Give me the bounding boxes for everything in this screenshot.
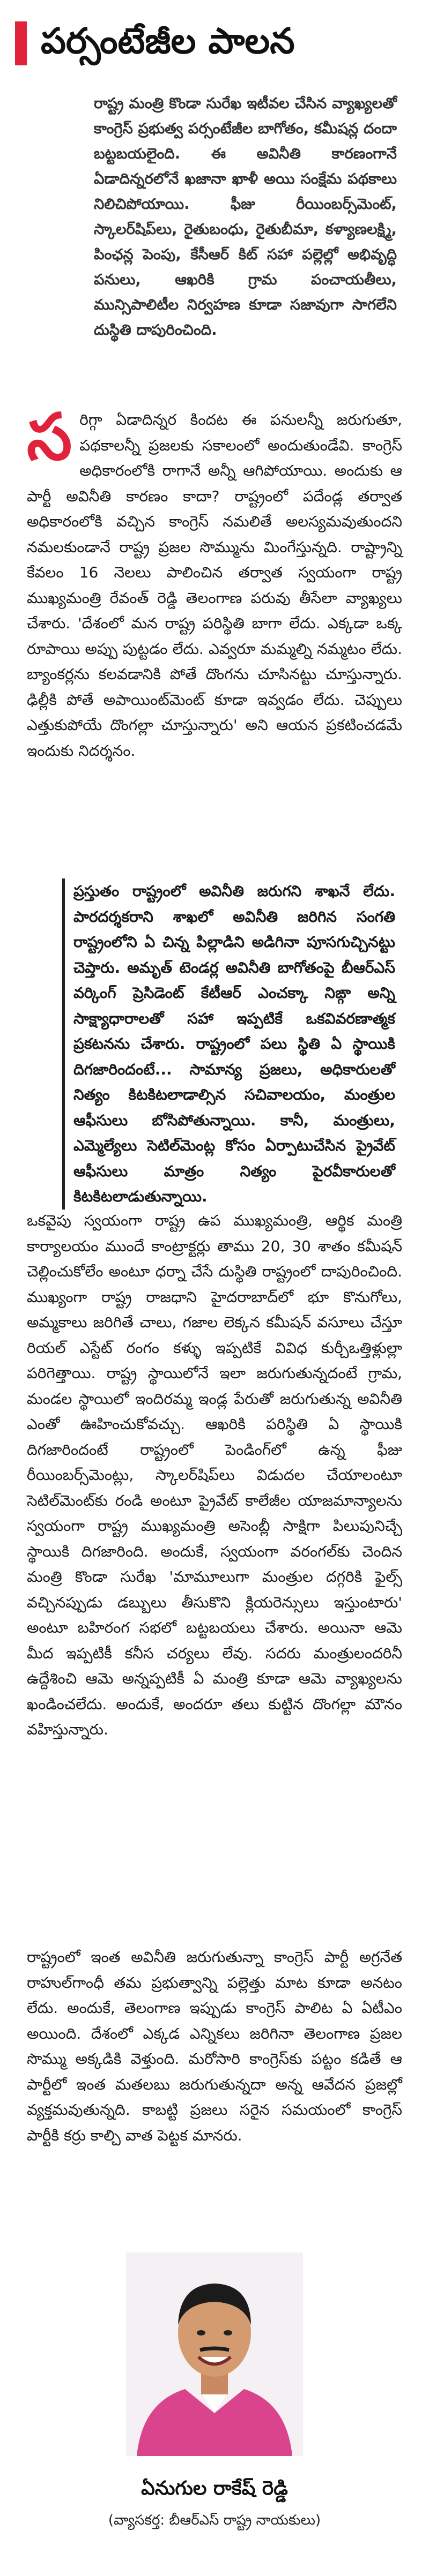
headline-text: పర్సంటేజీల పాలన	[41, 20, 295, 62]
author-portrait-illustration	[126, 2252, 303, 2456]
body-paragraph-2	[27, 1208, 402, 1743]
headline-accent-bar	[15, 21, 27, 65]
author-photo	[126, 2252, 303, 2456]
intro-summary	[94, 91, 397, 343]
author-role: (వ్యాసకర్త: బీఆర్‌ఎస్ రాష్ట్ర నాయకులు)	[108, 2512, 321, 2528]
author-name: ఏనుగుల రాకేష్ రెడ్డి	[141, 2477, 288, 2499]
drop-cap: స	[27, 399, 72, 475]
body-paragraph-1	[27, 399, 402, 763]
paragraph-3-text: రాష్ట్రంలో ఇంత అవినీతి జరుగుతున్నా కాంగ్రెస్ పార్టీ అగ్రనేత రాహుల్‌గాంధీ తమ ప్రభుత్వాన్ని పల్లెత్తు మాట కూడా అనటం లేదు. అందుకే, తెలంగాణ ఇప్పుడు కాంగ్రెస్ పాలిట ఏ ఏటీఎం అయింది. దేశంలో ఎక్కడ ఎన్నికలు జరిగినా తెలంగాణ ప్రజల సొమ్ము అక్కడికి వెళ్తుంది. మరోసారి కాంగ్రెస్‌కు పట్టం కడితే ఆ పార్టీలో ఇంత మతలబు జరుగుతున్నదా అన్న ఆవేదన ప్రజల్లో వ్యక్తమవుతున్నది. కాబట్టి ప్రజలు సరైన సమయంలో కాంగ్రెస్ పార్టీకి కర్రు కాల్చి వాత పెట్టక మానరు.	[27, 1948, 402, 2144]
paragraph-1-text: రిగ్గా ఏడాదిన్నర కిందట ఈ పనులన్నీ జరుగుతూ, పథకాలన్నీ ప్రజలకు సకాలంలో అందుతుండేవి. కాంగ్రెస్ అధికారంలోకి రాగానే అన్నీ ఆగిపోయాయి. అందుకు ఆ పార్టీ అవినీతి కారణం కాదా? రాష్ట్రంలో పదేండ్ల తర్వాత అధికారంలోకి వచ్చిన కాంగ్రెస్ నమలితే అలస్యమవుతుందని నమలకుండానే రాష్ట్ర ప్రజల సొమ్మును మింగేస్తున్నది. రాష్ట్రాన్ని కేవలం 16 నెలలు పాలించిన తర్వాత స్వయంగా రాష్ట్ర ముఖ్యమంత్రి రేవంత్ రెడ్డి తెలంగాణ పరువు తీసేలా వ్యాఖ్యలు చేశారు. 'దేశంలో మన రాష్ట్ర పరిస్థితి బాగా లేదు. ఎక్కడా ఒక్క రూపాయి అప్పు పుట్టడం లేదు. ఎవ్వరూ మమ్మల్ని నమ్మటం లేదు. బ్యాంకర్లను కలవడానికి పోతే దొంగను చూసినట్టు చూస్తున్నారు. ఢిల్లీకి పోతే అపాయింట్‌మెంట్ కూడా ఇవ్వడం లేదు. చెప్పులు ఎత్తుకుపోయే దొంగల్లా చూస్తున్నారు' అని ఆయన ప్రకటించడమే ఇందుకు నిదర్శనం.	[27, 411, 402, 760]
intro-text: రాష్ట్ర మంత్రి కొండా సురేఖ ఇటీవల చేసిన వ్యాఖ్యలతో కాంగ్రెస్ ప్రభుత్వ పర్సంటేజీల బాగోతం, కమీషన్ల దందా బట్టబయలైంది. ఈ అవినీతి కారణంగానే ఏడాదిన్నరలోనే ఖజానా ఖాళీ అయి సంక్షేమ పథకాలు నిలిచిపోయాయి. ఫీజు రీయింబర్స్‌మెంట్, స్కాలర్‌షిప్‌లు, రైతుబంధు, రైతుబీమా, కళ్యాణలక్ష్మి, పింఛన్ల పెంపు, కేసీఆర్ కిట్ సహా పల్లెల్లో అభివృద్ధి పనులు, ఆఖరికి గ్రామ పంచాయతీలు, మున్సిపాలిటీల నిర్వహణ కూడా సజావుగా సాగలేని దుస్థితి దాపురించింది.	[94, 95, 397, 339]
body-paragraph-3	[27, 1944, 402, 2148]
pull-quote	[62, 878, 395, 1210]
headline	[15, 12, 414, 71]
pull-quote-text: ప్రస్తుతం రాష్ట్రంలో అవినీతి జరుగని శాఖనే లేదు. పారదర్శకరాని శాఖలో అవినీతి జరిగిన సంగతి రాష్ట్రంలోని ఏ చిన్న పిల్లాడిని అడిగినా పూసగుచ్చినట్టు చెప్తారు. అమృత్ టెండర్ల అవినీతి బాగోతంపై బీఆర్‌ఎస్ వర్కింగ్ ప్రెసిడెంట్ కేటీఆర్ ఎంచక్కా నిఙ్గా అన్ని సాక్ష్యాధారాలతో సహా ఇప్పటికే ఒకవివరణాత్మక ప్రకటనను చేశారు. రాష్ట్రంలో పలు స్థితి ఏ స్థాయికి దిగజారిందంటే... సామాన్య ప్రజలు, అధికారులతో నిత్యం కిటకిటలాడాల్సిన సచివాలయం, మంత్రుల ఆఫీసులు బోసిపోతున్నాయి. కానీ, మంత్రులు, ఎమ్మెల్యేలు సెటిల్‌మెంట్ల కోసం ఏర్పాటుచేసిన ప్రైవేట్ ఆఫీసులు మాత్రం నిత్యం పైరవీకారులతో కిటకిటలాడుతున్నాయి.	[73, 882, 395, 1205]
paragraph-2-text: ఒకవైపు స్వయంగా రాష్ట్ర ఉప ముఖ్యమంత్రి, ఆర్థిక మంత్రి కార్యాలయం ముందే కాంట్రాక్టర్లు తాము 20, 30 శాతం కమీషన్ చెల్లించుకోలేం అంటూ ధర్నా చేసే దుస్థితి రాష్ట్రంలో దాపురించింది. ముఖ్యంగా రాష్ట్ర రాజధాని హైదరాబాద్‌లో భూ కొనుగోలు, అమ్మకాలు జరిగితే చాలు, గజాల లెక్కన కమీషన్ వసూలు చేస్తూ రియల్ ఎస్టేట్ రంగం కళ్ళు ఇప్పటికే వివిధ కుర్చీఒత్తిళ్లుల్లా పరిగెత్తాయి. రాష్ట్ర స్థాయిలోనే ఇలా జరుగుతున్నదంటే గ్రామ, మండల స్థాయిలో ఇందిరమ్మ ఇండ్ల పేరుతో జరుగుతున్న అవినీతి ఎంతో ఊహించుకోవచ్చు. ఆఖరికి పరిస్థితి ఏ స్థాయికి దిగజారిందంటే రాష్ట్రంలో పెండింగ్‌లో ఉన్న ఫీజు రీయింబర్స్‌మెంట్లు, స్కాలర్‌షిప్‌లు విడుదల చేయాలంటూ సెటిల్‌మెంట్‌కు రండి అంటూ ప్రైవేట్ కాలేజీల యాజమాన్యాలను స్వయంగా రాష్ట్ర ముఖ్యమంత్రి అసెంబ్లీ సాక్షిగా పిలుపునిచ్చే స్థాయికి దిగజారింది. అందుకే, స్వయంగా వరంగల్‌కు చెందిన మంత్రి కొండా సురేఖ 'మామూలుగా మంత్రుల దగ్గరికి ఫైల్స్ వచ్చినప్పుడు డబ్బులు తీసుకొని క్లియరెన్సులు ఇస్తుంటారు' అంటూ బహిరంగ సభలో బట్టబయలు చేశారు. అయినా ఆమె మీద ఇప్పటికీ కనీస చర్యలు లేవు. సదరు మంత్రులందరినీ ఉద్దేశించి ఆమె అన్నప్పటికీ ఏ మంత్రి కూడా ఆమె వ్యాఖ్యలను ఖండించలేదు. అందుకే, అందరూ తలు కుట్టిన దొంగల్లా మౌనం వహిస్తున్నారు.	[27, 1212, 403, 1738]
